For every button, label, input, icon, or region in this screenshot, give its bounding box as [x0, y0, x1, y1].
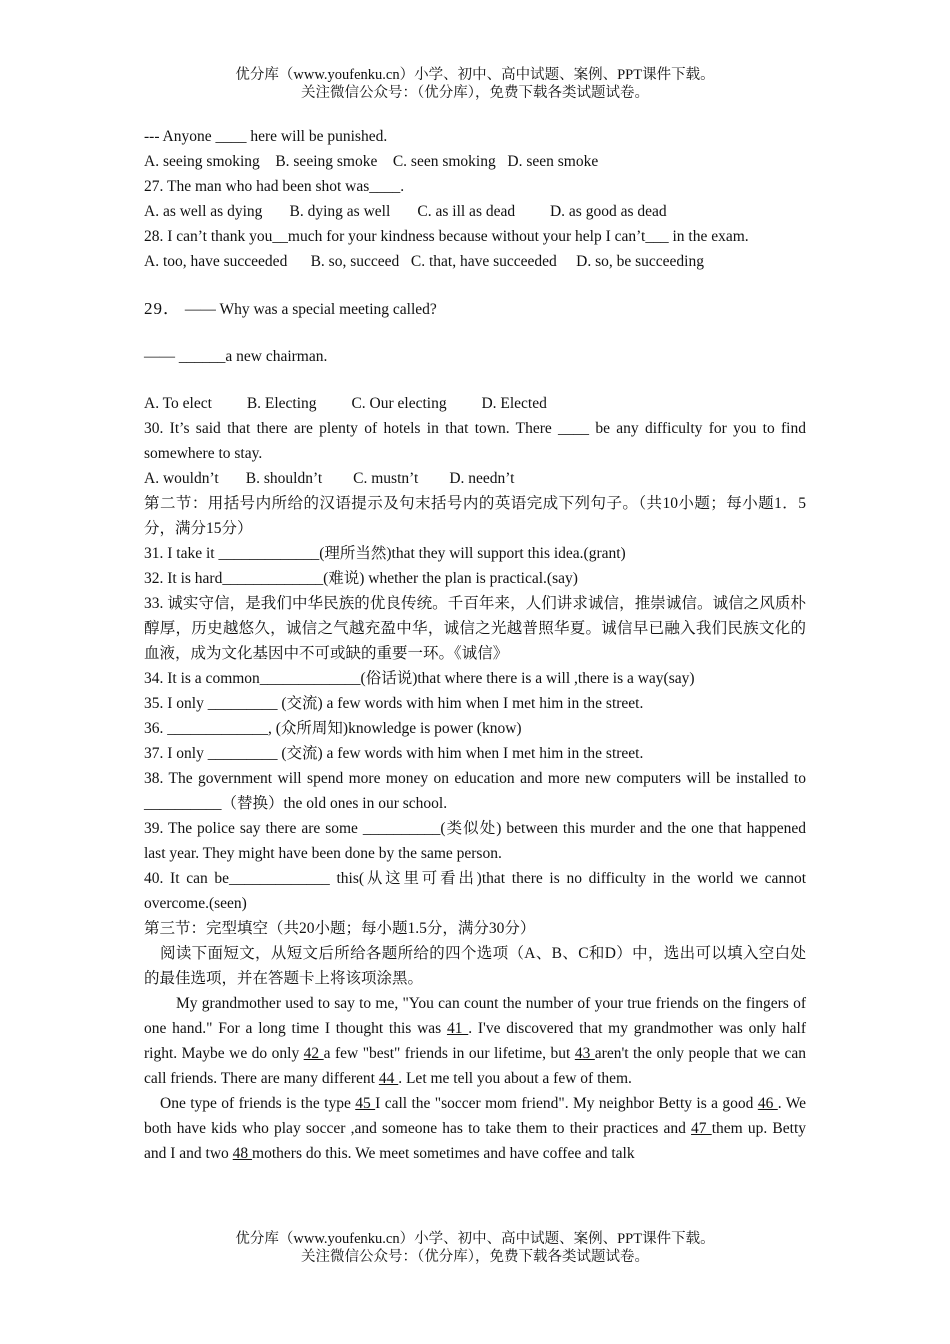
q28-option-d: D. so, be succeeding	[576, 253, 704, 270]
q29-options	[144, 391, 806, 416]
cloze-paragraph-2	[144, 1091, 806, 1166]
q27-options	[144, 199, 806, 224]
q28-options	[144, 249, 806, 274]
cloze-p2-text-3: . We both have kids who play soccer ,and someone has to take them to their practices and	[144, 1095, 806, 1137]
q28-option-c: C. that, have succeeded	[410, 253, 557, 270]
q40: 40. It can be_____________ this(从这里可看出)that there is no difficulty in the world we cannot overcome.(seen)	[144, 870, 806, 912]
cloze-blank-46: 46	[757, 1095, 778, 1112]
q26-option-c: C. seen smoking	[392, 153, 496, 170]
q29-reply: —— ______a new chairman.	[144, 348, 328, 365]
cloze-p1-text-2: . I've discovered that my grandmother was only half right. Maybe we do only	[144, 1020, 806, 1062]
cloze-p1-text-3: a few "best" friends in our lifetime, but	[323, 1045, 575, 1062]
q29-option-a: A. To elect	[144, 395, 212, 412]
q27-option-b: B. dying as well	[289, 203, 391, 220]
header-line-2: 关注微信公众号：（优分库），免费下载各类试题试卷。	[301, 85, 649, 101]
section3-title: 第三节：完型填空（共20小题；每小题1.5分，满分30分）	[144, 920, 536, 937]
q28-option-a: A. too, have succeeded	[144, 253, 288, 270]
cloze-blank-44: 44	[378, 1070, 399, 1087]
cloze-blank-42: 42	[303, 1045, 324, 1062]
cloze-p2-text-5: mothers do this. We meet sometimes and have coffee and talk	[252, 1145, 635, 1162]
q28-stem: 28. I can’t thank you__much for your kindness because without your help I can’t___ in the exam.	[144, 228, 749, 245]
cloze-p1-text-4: aren't the only people that we can call friends. There are many different	[144, 1045, 807, 1087]
q30-options	[144, 466, 806, 491]
footer-line-1: 优分库（www.youfenku.cn）小学、初中、高中试题、案例、PPT课件下载。	[235, 1231, 715, 1247]
cloze-blank-45: 45	[355, 1095, 376, 1112]
q30-option-d: D. needn’t	[449, 470, 515, 487]
q34: 34. It is a common_____________(俗话说)that where there is a will ,there is a way(say)	[144, 670, 695, 687]
cloze-blank-41: 41	[446, 1020, 469, 1037]
cloze-blank-47: 47	[691, 1120, 712, 1137]
q35: 35. I only _________ (交流) a few words with him when I met him in the street.	[144, 695, 644, 712]
page-footer	[0, 1230, 950, 1266]
q29-number: 29．	[144, 299, 181, 318]
q26-option-b: B. seeing smoke	[275, 153, 378, 170]
q29-option-d: D. Elected	[481, 395, 547, 412]
header-line-1: 优分库（www.youfenku.cn）小学、初中、高中试题、案例、PPT课件下载。	[235, 67, 715, 83]
q30-stem: 30. It’s said that there are plenty of hotels in that town. There ____ be any difficulty for you to find somewhere to stay.	[144, 420, 806, 462]
q33: 33. 诚实守信，是我们中华民族的优良传统。千百年来，人们讲求诚信，推崇诚信。诚信之风质朴醇厚，历史越悠久，诚信之气越充盈中华，诚信之光越普照华夏。诚信早已融入我们民族文化的血液，成为文化基因中不可或缺的重要一环。《诚信》	[144, 595, 806, 662]
cloze-paragraph-1	[144, 991, 806, 1091]
q27-stem: 27. The man who had been shot was____.	[144, 178, 405, 195]
q30-option-b: B. shouldn’t	[245, 470, 323, 487]
cloze-blank-43: 43	[574, 1045, 595, 1062]
q29-stem: —— Why was a special meeting called?	[184, 301, 437, 318]
q30-option-a: A. wouldn’t	[144, 470, 219, 487]
cloze-p1-text-1: My grandmother used to say to me, "You can count the number of your true friends on the fingers of one hand." For a long time I thought this was	[144, 995, 806, 1037]
q30-option-c: C. mustn’t	[353, 470, 419, 487]
q27-option-d: D. as good as dead	[549, 203, 667, 220]
q28-option-b: B. so, succeed	[310, 253, 400, 270]
q26-option-a: A. seeing smoking	[144, 153, 260, 170]
q27-option-c: C. as ill as dead	[417, 203, 516, 220]
exam-content	[144, 124, 806, 1166]
q27-option-a: A. as well as dying	[144, 203, 263, 220]
q32: 32. It is hard_____________(难说) whether the plan is practical.(say)	[144, 570, 578, 587]
cloze-blank-48: 48	[232, 1145, 253, 1162]
cloze-p1-text-5: . Let me tell you about a few of them.	[398, 1070, 632, 1087]
q26-stem: --- Anyone ____ here will be punished.	[144, 128, 388, 145]
q26-option-d: D. seen smoke	[507, 153, 599, 170]
cloze-p2-text-4: them up. Betty and I and two	[144, 1120, 806, 1162]
q31: 31. I take it _____________(理所当然)that they will support this idea.(grant)	[144, 545, 626, 562]
q29-option-b: B. Electing	[246, 395, 317, 412]
cloze-p2-text-1: One type of friends is the type	[160, 1095, 356, 1112]
section2-title: 第二节：用括号内所给的汉语提示及句末括号内的英语完成下列句子。（共10小题；每小题1．5分，满分15分）	[144, 495, 806, 537]
q37: 37. I only _________ (交流) a few words with him when I met him in the street.	[144, 745, 644, 762]
footer-line-2: 关注微信公众号：（优分库），免费下载各类试题试卷。	[301, 1249, 649, 1265]
cloze-p2-text-2: I call the "soccer mom friend". My neighbor Betty is a good	[375, 1095, 758, 1112]
q26-options	[144, 149, 806, 174]
q38: 38. The government will spend more money on education and more new computers will be installed to __________（替换）the old ones in our school.	[144, 770, 806, 812]
page-header	[0, 66, 950, 102]
q29-stem-line	[144, 296, 806, 322]
section3-instruction: 阅读下面短文，从短文后所给各题所给的四个选项（A、B、C和D）中，选出可以填入空白处的最佳选项，并在答题卡上将该项涂黑。	[144, 945, 806, 987]
q29-option-c: C. Our electing	[351, 395, 447, 412]
q39: 39. The police say there are some __________(类似处) between this murder and the one that happened last year. They might have been done by the same person.	[144, 820, 806, 862]
q36: 36. _____________, (众所周知)knowledge is power (know)	[144, 720, 522, 737]
